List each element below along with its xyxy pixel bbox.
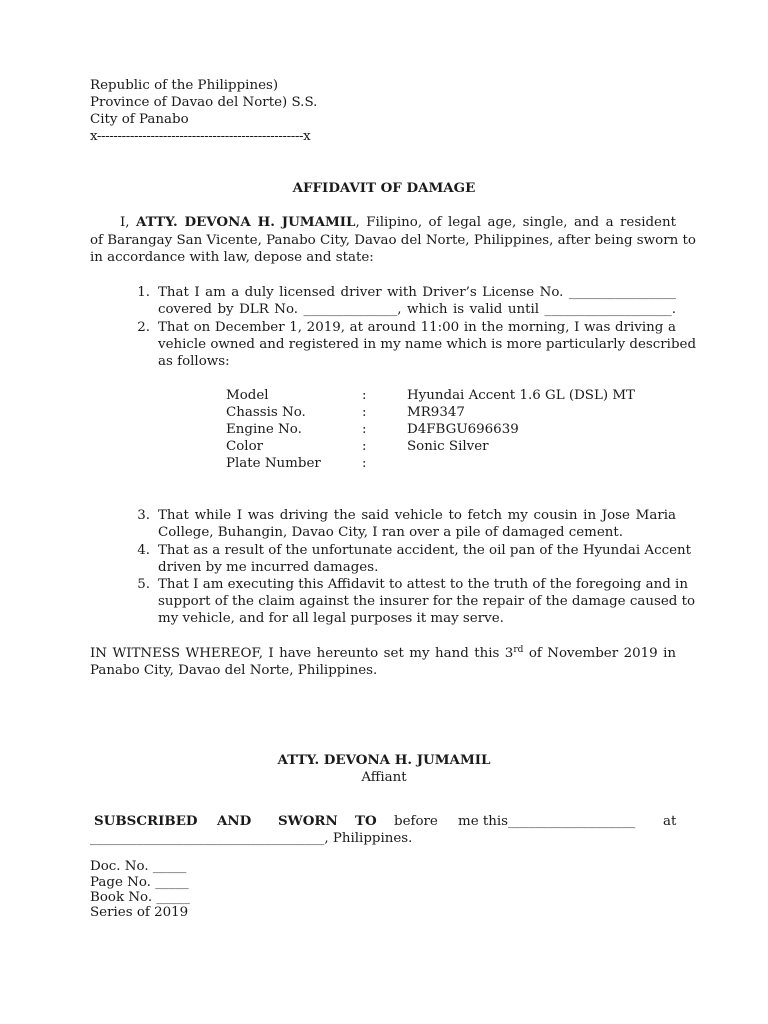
notarial-doc-no: Doc. No. _____ — [90, 859, 187, 874]
vehicle-sep-chassis: : — [362, 405, 367, 420]
jurat-word-and: AND — [217, 813, 252, 829]
item-2-line-3: as follows: — [158, 354, 230, 369]
venue-line-city: City of Panabo — [90, 112, 189, 127]
signature-role: Affiant — [361, 770, 407, 785]
jurat-line-2: ___________________________________, Philippines. — [90, 831, 413, 846]
intro-line-3: in accordance with law, depose and state: — [90, 250, 374, 265]
venue-separator: x--------------------------------------------------x — [90, 129, 311, 144]
document-title: AFFIDAVIT OF DAMAGE — [292, 180, 476, 196]
vehicle-value-color: Sonic Silver — [407, 439, 489, 454]
vehicle-label-engine: Engine No. — [226, 422, 302, 437]
item-4-line-1: That as a result of the unfortunate accident, the oil pan of the Hyundai Accent — [158, 543, 692, 558]
jurat-word-sworn: SWORN — [278, 813, 338, 829]
venue-line-republic: Republic of the Philippines) — [90, 78, 279, 93]
vehicle-sep-engine: : — [362, 422, 367, 437]
jurat-word-subscribed: SUBSCRIBED — [94, 813, 198, 829]
intro-line-2: of Barangay San Vicente, Panabo City, Davao del Norte, Philippines, after being sworn to — [90, 233, 696, 248]
item-5-line-1: That I am executing this Affidavit to attest to the truth of the foregoing and in — [158, 577, 688, 592]
witness-ordinal-suffix: rd — [513, 645, 524, 655]
vehicle-value-model: Hyundai Accent 1.6 GL (DSL) MT — [407, 388, 635, 403]
item-2-line-1: That on December 1, 2019, at around 11:00 in the morning, I was driving a — [158, 320, 676, 335]
witness-text-after: of November 2019 in — [523, 646, 676, 661]
witness-text-before: IN WITNESS WHEREOF, I have hereunto set my hand this 3 — [90, 646, 514, 661]
item-1-number: 1. — [137, 285, 150, 300]
item-4-line-2: driven by me incurred damages. — [158, 560, 379, 575]
vehicle-label-color: Color — [226, 439, 264, 454]
notarial-book-no: Book No. _____ — [90, 890, 190, 905]
witness-line-1 — [90, 645, 676, 662]
notarial-page-no: Page No. _____ — [90, 875, 189, 890]
jurat-word-to: TO — [355, 813, 377, 829]
vehicle-value-engine: D4FBGU696639 — [407, 422, 519, 437]
item-4-number: 4. — [137, 543, 150, 558]
witness-line-2: Panabo City, Davao del Norte, Philippines. — [90, 663, 378, 678]
jurat-word-before: before — [394, 814, 438, 829]
signature-name: ATTY. DEVONA H. JUMAMIL — [277, 752, 491, 768]
jurat-date-blank: me this___________________ — [458, 814, 636, 829]
item-2-number: 2. — [137, 320, 150, 335]
item-3-line-1: That while I was driving the said vehicle to fetch my cousin in Jose Maria — [158, 508, 676, 523]
item-5-line-2: support of the claim against the insurer for the repair of the damage caused to — [158, 594, 696, 609]
vehicle-label-plate: Plate Number — [226, 456, 321, 471]
item-2-line-2: vehicle owned and registered in my name which is more particularly described — [158, 337, 697, 352]
vehicle-label-chassis: Chassis No. — [226, 405, 306, 420]
item-3-number: 3. — [137, 508, 150, 523]
item-5-number: 5. — [137, 577, 150, 592]
affiant-name-intro: ATTY. DEVONA H. JUMAMIL — [136, 214, 356, 230]
notarial-series: Series of 2019 — [90, 905, 189, 920]
intro-line-1 — [120, 214, 676, 231]
item-1-line-2: covered by DLR No. ______________, which is valid until ___________________. — [158, 302, 676, 317]
vehicle-sep-model: : — [362, 388, 367, 403]
venue-line-province: Province of Davao del Norte) S.S. — [90, 95, 318, 110]
vehicle-value-chassis: MR9347 — [407, 405, 465, 420]
item-5-line-3: my vehicle, and for all legal purposes it may serve. — [158, 611, 504, 626]
intro-line-1-rest: , Filipino, of legal age, single, and a resident — [355, 215, 676, 230]
vehicle-label-model: Model — [226, 388, 269, 403]
intro-prefix: I, — [120, 215, 130, 230]
vehicle-sep-color: : — [362, 439, 367, 454]
item-1-line-1: That I am a duly licensed driver with Driver’s License No. ________________ — [158, 285, 676, 300]
vehicle-sep-plate: : — [362, 456, 367, 471]
item-3-line-2: College, Buhangin, Davao City, I ran over a pile of damaged cement. — [158, 525, 624, 540]
jurat-word-at: at — [663, 814, 677, 829]
